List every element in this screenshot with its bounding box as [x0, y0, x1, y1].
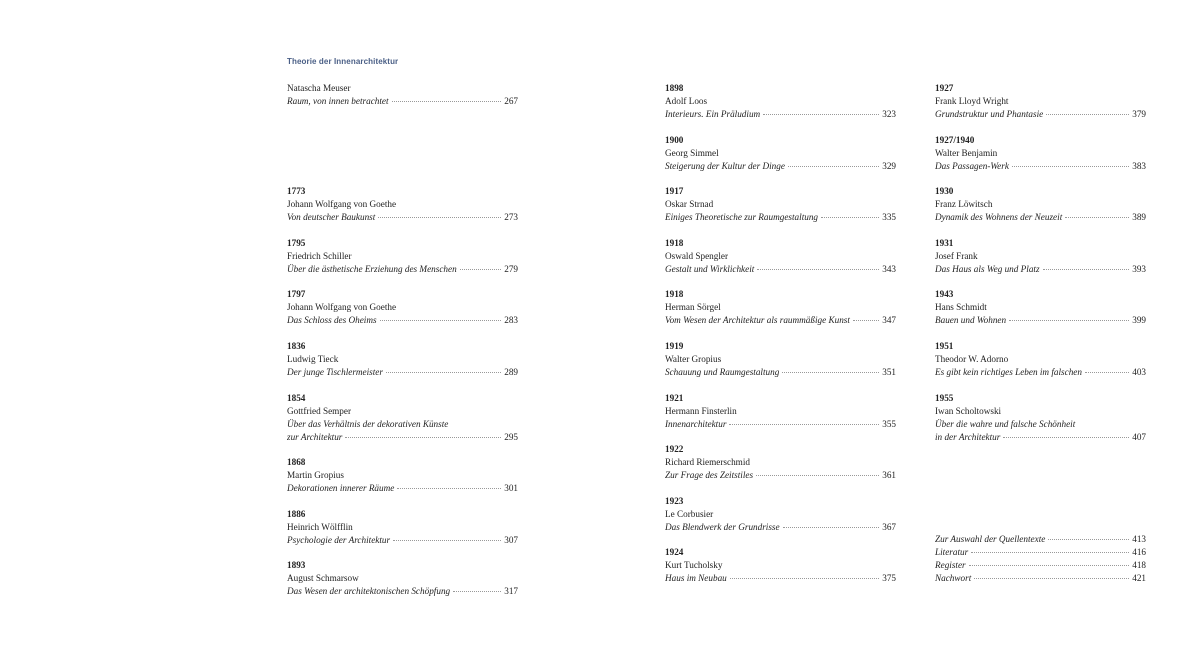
- dot-leader: [788, 166, 879, 167]
- toc-entry-title-row: [287, 263, 518, 276]
- running-header: Theorie der Innenarchitektur: [287, 57, 399, 66]
- toc-entry-title: Das Wesen der architektonischen Schöpfung: [287, 586, 451, 597]
- toc-entry-page: 301: [504, 483, 518, 494]
- dot-leader: [1043, 269, 1130, 270]
- toc-entry-title-row: [935, 314, 1146, 327]
- toc-entry-title-row: [665, 160, 896, 173]
- toc-entry-author: Hans Schmidt: [935, 302, 987, 313]
- dot-leader: [756, 475, 879, 476]
- toc-entry-year: 1868: [287, 457, 306, 468]
- toc-entry: [287, 134, 518, 186]
- toc-entry-page: 361: [882, 470, 896, 481]
- dot-leader: [763, 114, 879, 115]
- toc-entry-author: Kurt Tucholsky: [665, 560, 723, 571]
- toc-entry-title-row: [665, 108, 896, 121]
- toc-entry: [935, 288, 1146, 340]
- toc-entry-year: 1900: [665, 134, 684, 145]
- toc-entry-author: Le Corbusier: [665, 508, 714, 519]
- appendix-item: [935, 572, 1146, 585]
- toc-entry-title-row: [665, 521, 896, 534]
- toc-entry-author: Iwan Scholtowski: [935, 405, 1002, 416]
- toc-entry-title: Der junge Tischlermeister: [287, 366, 383, 377]
- toc-entry-title: Das Schloss des Oheims: [287, 315, 377, 326]
- toc-entry-title-row: [935, 366, 1146, 379]
- dot-leader: [380, 320, 502, 321]
- toc-entry-page: 379: [1132, 109, 1146, 119]
- appendix-item: [935, 533, 1146, 546]
- dot-leader: [757, 269, 879, 270]
- dot-leader: [729, 424, 879, 425]
- toc-entry-author: Oskar Strnad: [665, 199, 714, 210]
- toc-entry-title: zur Architektur: [287, 431, 343, 442]
- dot-leader: [392, 101, 502, 102]
- dot-leader: [460, 269, 502, 270]
- toc-entry: [665, 185, 896, 237]
- toc-entry: [665, 546, 896, 598]
- dot-leader: [393, 540, 501, 541]
- toc-entry-author: Josef Frank: [935, 250, 978, 261]
- toc-entry-title: Von deutscher Baukunst: [287, 212, 376, 223]
- toc-entry-page: 403: [1132, 366, 1146, 377]
- toc-entry-author: Heinrich Wölfflin: [287, 521, 353, 532]
- dot-leader: [783, 527, 880, 528]
- toc-entry-title-row: [665, 418, 896, 431]
- toc-entry: [287, 340, 518, 392]
- toc-entry-title-row: [287, 95, 518, 108]
- toc-entry-page: 317: [504, 586, 518, 597]
- dot-leader: [1003, 437, 1129, 438]
- toc-entry-page: 307: [504, 534, 518, 545]
- toc-entry-title: Raum, von innen betrachtet: [287, 96, 389, 106]
- toc-entry: [935, 340, 1146, 392]
- toc-entry-author: Gottfried Semper: [287, 405, 352, 416]
- toc-entry-page: 389: [1132, 212, 1146, 223]
- toc-entry-title: Das Haus als Weg und Platz: [935, 263, 1040, 274]
- toc-entry-title: Über die ästhetische Erziehung des Menschen: [287, 263, 457, 274]
- toc-entry: [935, 185, 1146, 237]
- toc-entry-year: 1918: [665, 237, 684, 248]
- toc-entry-title-row: [287, 314, 518, 327]
- toc-entry-title: Einiges Theoretische zur Raumgestaltung: [665, 212, 819, 223]
- toc-entry-year: 1922: [665, 444, 684, 455]
- toc-entry-title-row: [665, 366, 896, 379]
- toc-entry-year: 1921: [665, 392, 684, 403]
- toc-entry-year: 1917: [665, 186, 684, 197]
- toc-entry-year: 1795: [287, 237, 306, 248]
- appendix-page: 416: [1132, 547, 1146, 557]
- toc-entry-author: Herman Sörgel: [665, 302, 721, 313]
- appendix-item: [935, 559, 1146, 572]
- toc-entry: [665, 495, 896, 547]
- dot-leader: [1012, 166, 1129, 167]
- toc-entry-author: Walter Benjamin: [935, 147, 998, 158]
- toc-entry-title-row: [935, 263, 1146, 276]
- toc-entry-author: Theodor W. Adorno: [935, 353, 1009, 364]
- toc-entry-page: 393: [1132, 263, 1146, 274]
- appendix-page: 421: [1132, 573, 1146, 583]
- toc-entry-author: Oswald Spengler: [665, 250, 729, 261]
- toc-entry-year: 1931: [935, 237, 954, 248]
- toc-entry-page: 267: [504, 96, 518, 106]
- dot-leader: [974, 578, 1129, 579]
- toc-entry-page: 347: [882, 315, 896, 326]
- toc-entry-title: Innenarchitektur: [665, 418, 727, 429]
- toc-entry-title: Interieurs. Ein Präludium: [665, 109, 761, 119]
- toc-entry-author: Friedrich Schiller: [287, 250, 352, 261]
- dot-leader: [345, 437, 501, 438]
- toc-entry-author: Frank Lloyd Wright: [935, 96, 1009, 106]
- dot-leader: [782, 372, 879, 373]
- toc-entry-year: 1943: [935, 289, 954, 300]
- toc-entry-year: 1797: [287, 289, 306, 300]
- appendix-title: Literatur: [935, 547, 969, 557]
- toc-entry-page: 295: [504, 431, 518, 442]
- toc-entry-page: 289: [504, 366, 518, 377]
- toc-entry-page: 329: [882, 160, 896, 171]
- dot-leader: [378, 217, 501, 218]
- toc-entry-title-row: [287, 482, 518, 495]
- toc-entry-author: August Schmarsow: [287, 573, 359, 584]
- toc-entry-author: Hermann Finsterlin: [665, 405, 737, 416]
- toc-entry: [935, 392, 1146, 457]
- toc-entry: [287, 288, 518, 340]
- toc-entry-author: Adolf Loos: [665, 96, 708, 106]
- toc-column-2: [665, 82, 896, 598]
- toc-entry-title-row: [665, 469, 896, 482]
- toc-entry-title: Es gibt kein richtiges Leben im falschen: [935, 366, 1082, 377]
- appendix-page: 418: [1132, 560, 1146, 570]
- toc-entry-page: 383: [1132, 160, 1146, 171]
- toc-entry-year: 1927/1940: [935, 134, 975, 145]
- toc-entry-page: 279: [504, 263, 518, 274]
- toc-entry: [665, 134, 896, 186]
- toc-entry-title-row: [935, 211, 1146, 224]
- toc-entry-year: 1918: [665, 289, 684, 300]
- toc-entry-page: 351: [882, 366, 896, 377]
- dot-leader: [1046, 114, 1129, 115]
- toc-entry-title: Vom Wesen der Architektur als raummäßige Kunst: [665, 315, 850, 326]
- dot-leader: [821, 217, 879, 218]
- dot-leader: [1085, 372, 1129, 373]
- toc-column-1: [287, 82, 518, 611]
- toc-entry: [287, 456, 518, 508]
- toc-entry-author: Natascha Meuser: [287, 83, 351, 93]
- toc-entry-author: Georg Simmel: [665, 147, 719, 158]
- toc-entry-title: Steigerung der Kultur der Dinge: [665, 160, 785, 171]
- dot-leader: [969, 565, 1130, 566]
- toc-entry-year: 1836: [287, 340, 306, 351]
- toc-entry-year: 1955: [935, 392, 954, 403]
- toc-entry-page: 283: [504, 315, 518, 326]
- toc-entry-title: Dynamik des Wohnens der Neuzeit: [935, 212, 1063, 223]
- toc-entry: [665, 392, 896, 444]
- toc-entry: [287, 508, 518, 560]
- toc-entry-year: 1924: [665, 547, 684, 558]
- toc-entry-page: 323: [882, 109, 896, 119]
- dot-leader: [730, 578, 879, 579]
- toc-entry-title-row: [287, 534, 518, 547]
- toc-entry-title: Grundstruktur und Phantasie: [935, 109, 1044, 119]
- toc-entry-title-row: [935, 431, 1146, 444]
- toc-entry-page: 355: [882, 418, 896, 429]
- toc-entry-title: Zur Frage des Zeitstiles: [665, 470, 754, 481]
- toc-entry-title-row: [287, 366, 518, 379]
- toc-entry-author: Martin Gropius: [287, 470, 344, 481]
- toc-entry-year: 1773: [287, 186, 306, 197]
- toc-column-3: [935, 82, 1146, 456]
- toc-entry-author: Franz Löwitsch: [935, 199, 993, 210]
- toc-entry-title: in der Architektur: [935, 431, 1001, 442]
- dot-leader: [397, 488, 501, 489]
- dot-leader: [971, 552, 1129, 553]
- toc-entry-author: Johann Wolfgang von Goethe: [287, 302, 397, 313]
- toc-entry-title: Gestalt und Wirklichkeit: [665, 263, 755, 274]
- toc-entry-title: Das Passagen-Werk: [935, 160, 1009, 171]
- toc-entry: [287, 559, 518, 611]
- appendix-item: [935, 546, 1146, 559]
- toc-entry-page: 367: [882, 521, 896, 532]
- toc-entry-title-row: [287, 585, 518, 598]
- toc-entry-title-row: [935, 160, 1146, 173]
- toc-entry-title: Das Blendwerk der Grundrisse: [665, 521, 780, 532]
- toc-entry-author: Walter Gropius: [665, 353, 722, 364]
- dot-leader: [1009, 320, 1129, 321]
- toc-entry-year: 1927: [935, 83, 954, 93]
- toc-entry: [665, 237, 896, 289]
- toc-entry-author: Ludwig Tieck: [287, 353, 339, 364]
- toc-entry-year: 1930: [935, 186, 954, 197]
- toc-entry: [665, 288, 896, 340]
- dot-leader: [1048, 539, 1129, 540]
- toc-entry-title-row: [287, 211, 518, 224]
- toc-entry-year: 1898: [665, 83, 684, 93]
- toc-entry: [287, 237, 518, 289]
- toc-entry: [287, 392, 518, 457]
- toc-entry-page: 399: [1132, 315, 1146, 326]
- toc-entry-year: 1854: [287, 392, 306, 403]
- toc-entry-year: 1923: [665, 495, 684, 506]
- toc-entry-author: Johann Wolfgang von Goethe: [287, 199, 397, 210]
- toc-entry-title-line: Über das Verhältnis der dekorativen Künste: [287, 418, 449, 429]
- dot-leader: [1065, 217, 1129, 218]
- appendix-title: Register: [935, 560, 966, 570]
- toc-entry-title-row: [665, 314, 896, 327]
- toc-entry-title-row: [665, 263, 896, 276]
- toc-entry-title: Haus im Neubau: [665, 573, 727, 584]
- toc-entry: [665, 82, 896, 134]
- toc-entry-title: Psychologie der Architektur: [287, 534, 391, 545]
- dot-leader: [386, 372, 501, 373]
- toc-entry: [287, 185, 518, 237]
- toc-entry: [935, 237, 1146, 289]
- toc-entry-year: 1886: [287, 508, 306, 519]
- toc-entry-year: 1893: [287, 560, 306, 571]
- toc-entry-page: 375: [882, 573, 896, 584]
- toc-entry-title-row: [935, 108, 1146, 121]
- toc-entry-year: 1919: [665, 340, 684, 351]
- toc-entry-page: 407: [1132, 431, 1146, 442]
- toc-entry-title: Schauung und Raumgestaltung: [665, 366, 780, 377]
- toc-entry-title-row: [665, 572, 896, 585]
- toc-entry: [665, 443, 896, 495]
- toc-entry-title-row: [287, 431, 518, 444]
- toc-entry-year: 1951: [935, 340, 954, 351]
- toc-entry: [935, 134, 1146, 186]
- toc-entry: [935, 82, 1146, 134]
- toc-entry: [287, 82, 518, 134]
- dot-leader: [853, 320, 879, 321]
- toc-entry-author: Richard Riemerschmid: [665, 457, 750, 468]
- toc-entry-page: 335: [882, 212, 896, 223]
- toc-entry-title-row: [665, 211, 896, 224]
- toc-entry-title: Bauen und Wohnen: [935, 315, 1007, 326]
- toc-entry-title-line: Über die wahre und falsche Schönheit: [935, 418, 1076, 429]
- toc-entry: [665, 340, 896, 392]
- appendix-title: Nachwort: [935, 573, 972, 583]
- toc-appendix: [935, 533, 1146, 585]
- toc-entry-page: 273: [504, 212, 518, 223]
- dot-leader: [453, 591, 501, 592]
- appendix-title: Zur Auswahl der Quellentexte: [935, 534, 1046, 544]
- toc-entry-title: Dekorationen innerer Räume: [287, 483, 395, 494]
- appendix-page: 413: [1132, 534, 1146, 544]
- toc-entry-page: 343: [882, 263, 896, 274]
